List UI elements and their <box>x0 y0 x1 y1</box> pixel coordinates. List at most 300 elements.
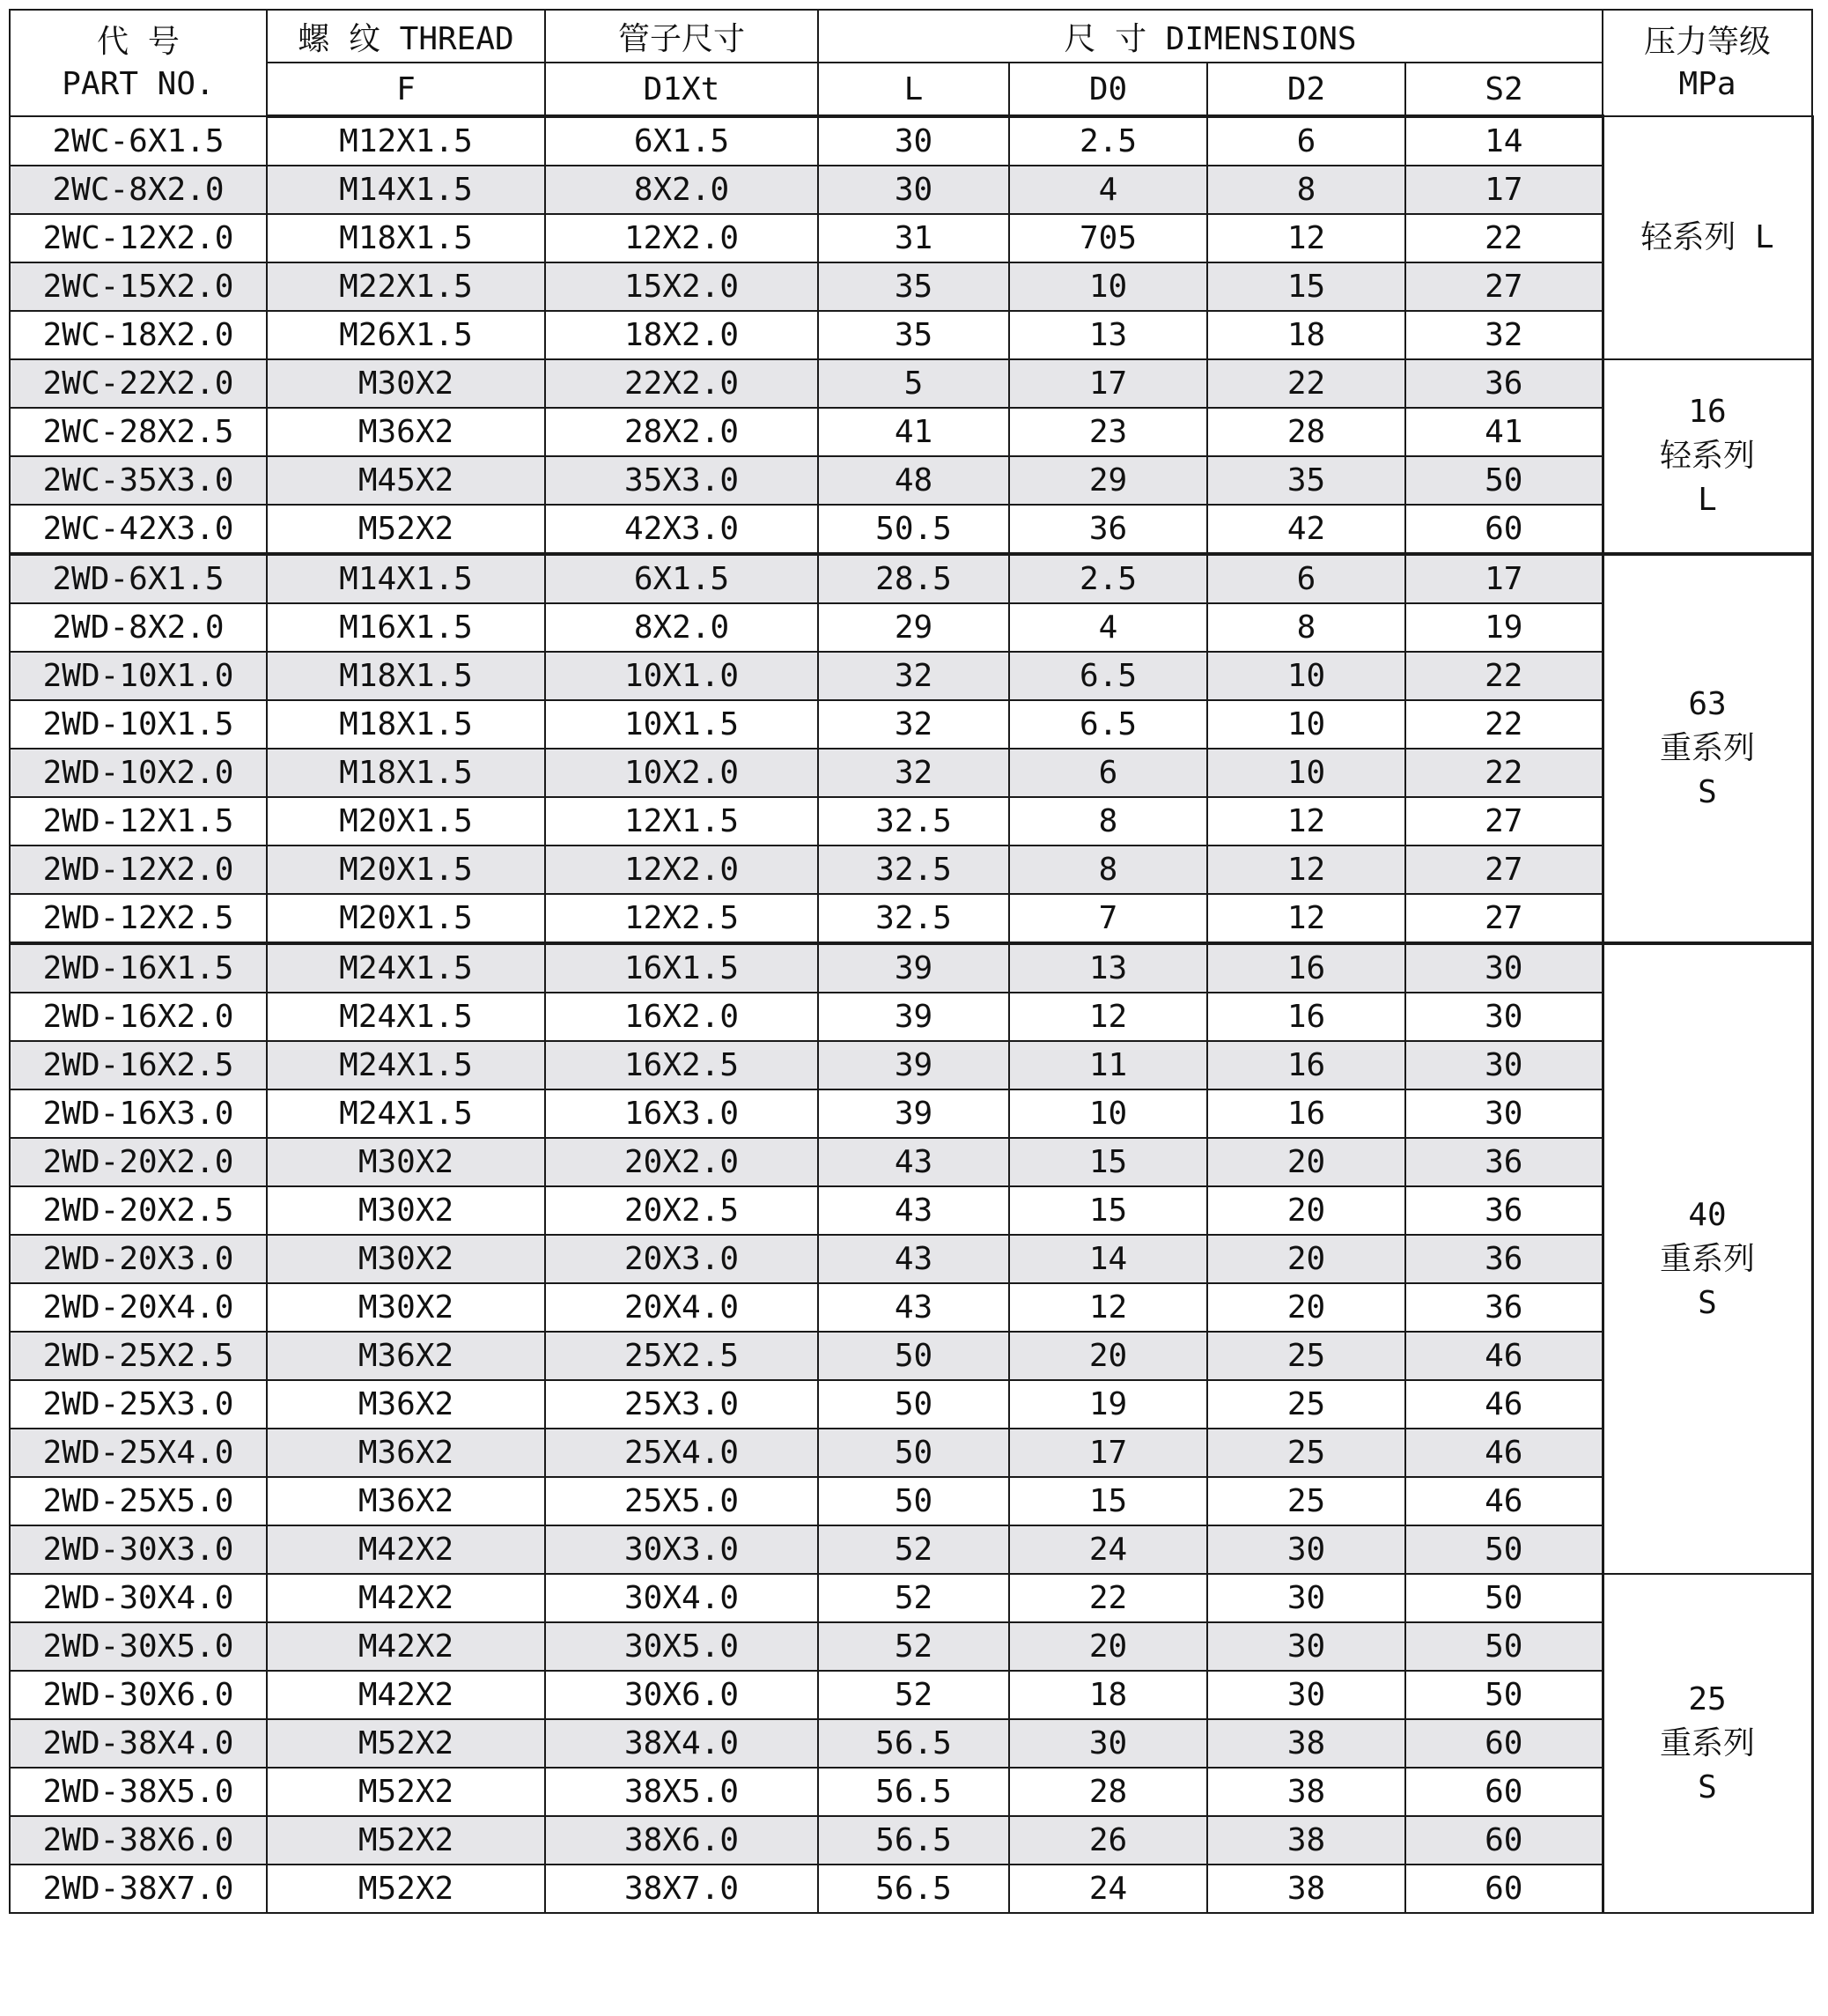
tube-size-cell: 12X2.0 <box>545 214 818 262</box>
dim-d0-cell: 30 <box>1009 1719 1207 1768</box>
dim-d2-cell: 16 <box>1207 943 1405 993</box>
dim-d2-cell: 20 <box>1207 1235 1405 1283</box>
part-no-cell: 2WC-15X2.0 <box>10 262 267 311</box>
dim-d2-cell: 12 <box>1207 214 1405 262</box>
dim-d2-cell: 25 <box>1207 1477 1405 1525</box>
dim-l-cell: 30 <box>818 116 1009 166</box>
dim-l-cell: 32 <box>818 749 1009 797</box>
pressure-class-line: 重系列 <box>1659 1724 1755 1761</box>
dim-l-cell: 5 <box>818 359 1009 408</box>
table-row <box>10 262 1812 311</box>
part-no-cell: 2WD-20X2.5 <box>10 1186 267 1235</box>
dim-d2-cell: 20 <box>1207 1283 1405 1332</box>
thread-cell: M18X1.5 <box>267 214 545 262</box>
dim-d0-cell: 19 <box>1009 1380 1207 1429</box>
dim-l-cell: 52 <box>818 1671 1009 1719</box>
spec-body <box>10 116 1812 1913</box>
header-part-en: PART NO. <box>62 65 215 102</box>
dim-s2-cell: 27 <box>1405 846 1603 894</box>
dim-d0-cell: 11 <box>1009 1041 1207 1089</box>
dim-s2-cell: 41 <box>1405 408 1603 456</box>
tube-size-cell: 38X5.0 <box>545 1768 818 1816</box>
table-row <box>10 1574 1812 1622</box>
tube-size-cell: 12X2.0 <box>545 846 818 894</box>
thread-cell: M36X2 <box>267 408 545 456</box>
part-no-cell: 2WC-12X2.0 <box>10 214 267 262</box>
thread-cell: M42X2 <box>267 1622 545 1671</box>
dim-d0-cell: 29 <box>1009 456 1207 505</box>
thread-cell: M30X2 <box>267 1235 545 1283</box>
thread-cell: M52X2 <box>267 1865 545 1913</box>
dim-l-cell: 50.5 <box>818 505 1009 554</box>
tube-size-cell: 25X4.0 <box>545 1429 818 1477</box>
dim-d2-cell: 20 <box>1207 1138 1405 1186</box>
dim-s2-cell: 32 <box>1405 311 1603 359</box>
dim-d0-cell: 28 <box>1009 1768 1207 1816</box>
dim-l-cell: 50 <box>818 1477 1009 1525</box>
tube-size-cell: 22X2.0 <box>545 359 818 408</box>
thread-cell: M42X2 <box>267 1525 545 1574</box>
pressure-class-cell <box>1603 359 1812 554</box>
part-no-cell: 2WD-12X1.5 <box>10 797 267 846</box>
dim-s2-cell: 22 <box>1405 214 1603 262</box>
part-no-cell: 2WD-8X2.0 <box>10 603 267 652</box>
tube-size-cell: 25X5.0 <box>545 1477 818 1525</box>
thread-cell: M52X2 <box>267 1719 545 1768</box>
table-row <box>10 1525 1812 1574</box>
thread-cell: M18X1.5 <box>267 749 545 797</box>
part-no-cell: 2WD-16X1.5 <box>10 943 267 993</box>
dim-l-cell: 43 <box>818 1138 1009 1186</box>
table-row <box>10 408 1812 456</box>
part-no-cell: 2WD-38X5.0 <box>10 1768 267 1816</box>
dim-l-cell: 48 <box>818 456 1009 505</box>
header-thread-sub: F <box>267 63 545 116</box>
dim-l-cell: 41 <box>818 408 1009 456</box>
dim-l-cell: 56.5 <box>818 1768 1009 1816</box>
table-row <box>10 1622 1812 1671</box>
thread-cell: M52X2 <box>267 505 545 554</box>
dim-s2-cell: 17 <box>1405 554 1603 603</box>
table-row <box>10 1089 1812 1138</box>
dim-d0-cell: 17 <box>1009 1429 1207 1477</box>
part-no-cell: 2WD-20X2.0 <box>10 1138 267 1186</box>
dim-d2-cell: 38 <box>1207 1768 1405 1816</box>
header-dim-d2: D2 <box>1207 63 1405 116</box>
part-no-cell: 2WD-38X7.0 <box>10 1865 267 1913</box>
dim-d2-cell: 8 <box>1207 166 1405 214</box>
thread-cell: M12X1.5 <box>267 116 545 166</box>
dim-d0-cell: 13 <box>1009 943 1207 993</box>
header-dim-s2: S2 <box>1405 63 1603 116</box>
dim-l-cell: 32 <box>818 652 1009 700</box>
dim-l-cell: 39 <box>818 1041 1009 1089</box>
tube-size-cell: 6X1.5 <box>545 554 818 603</box>
dim-d0-cell: 26 <box>1009 1816 1207 1865</box>
dim-l-cell: 43 <box>818 1235 1009 1283</box>
part-no-cell: 2WD-20X4.0 <box>10 1283 267 1332</box>
part-no-cell: 2WD-10X1.5 <box>10 700 267 749</box>
dim-d0-cell: 4 <box>1009 166 1207 214</box>
dim-l-cell: 35 <box>818 311 1009 359</box>
pressure-class-line: L <box>1698 482 1717 518</box>
table-row <box>10 1283 1812 1332</box>
tube-size-cell: 38X7.0 <box>545 1865 818 1913</box>
tube-size-cell: 16X2.0 <box>545 993 818 1041</box>
table-row <box>10 894 1812 943</box>
dim-l-cell: 32.5 <box>818 894 1009 943</box>
tube-size-cell: 16X1.5 <box>545 943 818 993</box>
dim-s2-cell: 60 <box>1405 505 1603 554</box>
tube-size-cell: 35X3.0 <box>545 456 818 505</box>
part-no-cell: 2WD-25X4.0 <box>10 1429 267 1477</box>
table-row <box>10 505 1812 554</box>
dim-d2-cell: 16 <box>1207 993 1405 1041</box>
dim-s2-cell: 27 <box>1405 894 1603 943</box>
dim-d2-cell: 22 <box>1207 359 1405 408</box>
table-row <box>10 1186 1812 1235</box>
dim-d0-cell: 10 <box>1009 1089 1207 1138</box>
tube-size-cell: 42X3.0 <box>545 505 818 554</box>
pressure-class-line: S <box>1698 1769 1717 1806</box>
table-row <box>10 554 1812 603</box>
dim-l-cell: 52 <box>818 1525 1009 1574</box>
dim-d2-cell: 10 <box>1207 652 1405 700</box>
dim-d2-cell: 28 <box>1207 408 1405 456</box>
dim-d2-cell: 42 <box>1207 505 1405 554</box>
table-row <box>10 943 1812 993</box>
tube-size-cell: 30X6.0 <box>545 1671 818 1719</box>
dim-s2-cell: 22 <box>1405 700 1603 749</box>
thread-cell: M30X2 <box>267 359 545 408</box>
dim-s2-cell: 22 <box>1405 652 1603 700</box>
dim-s2-cell: 27 <box>1405 797 1603 846</box>
thread-cell: M36X2 <box>267 1332 545 1380</box>
part-no-cell: 2WD-30X6.0 <box>10 1671 267 1719</box>
dim-d0-cell: 18 <box>1009 1671 1207 1719</box>
dim-l-cell: 56.5 <box>818 1865 1009 1913</box>
part-no-cell: 2WD-25X5.0 <box>10 1477 267 1525</box>
thread-cell: M24X1.5 <box>267 943 545 993</box>
pressure-class-line: 重系列 <box>1659 730 1755 766</box>
dim-d0-cell: 2.5 <box>1009 554 1207 603</box>
table-row <box>10 749 1812 797</box>
part-no-cell: 2WD-30X3.0 <box>10 1525 267 1574</box>
dim-d0-cell: 22 <box>1009 1574 1207 1622</box>
dim-l-cell: 30 <box>818 166 1009 214</box>
header-tube-sub: D1Xt <box>545 63 818 116</box>
dim-s2-cell: 30 <box>1405 943 1603 993</box>
pressure-class-line: 63 <box>1688 686 1727 722</box>
thread-cell: M20X1.5 <box>267 894 545 943</box>
dim-d2-cell: 18 <box>1207 311 1405 359</box>
table-row <box>10 797 1812 846</box>
thread-cell: M22X1.5 <box>267 262 545 311</box>
dim-s2-cell: 60 <box>1405 1816 1603 1865</box>
table-row <box>10 1138 1812 1186</box>
dim-d2-cell: 25 <box>1207 1380 1405 1429</box>
thread-cell: M20X1.5 <box>267 846 545 894</box>
tube-size-cell: 30X3.0 <box>545 1525 818 1574</box>
table-row <box>10 652 1812 700</box>
dim-d0-cell: 7 <box>1009 894 1207 943</box>
thread-cell: M14X1.5 <box>267 166 545 214</box>
dim-l-cell: 50 <box>818 1380 1009 1429</box>
tube-size-cell: 10X1.0 <box>545 652 818 700</box>
table-row <box>10 1768 1812 1816</box>
thread-cell: M24X1.5 <box>267 993 545 1041</box>
table-row <box>10 456 1812 505</box>
tube-size-cell: 25X3.0 <box>545 1380 818 1429</box>
thread-cell: M36X2 <box>267 1477 545 1525</box>
dim-l-cell: 56.5 <box>818 1719 1009 1768</box>
part-no-cell: 2WD-20X3.0 <box>10 1235 267 1283</box>
dim-s2-cell: 36 <box>1405 1186 1603 1235</box>
dim-s2-cell: 19 <box>1405 603 1603 652</box>
dim-s2-cell: 22 <box>1405 749 1603 797</box>
part-no-cell: 2WC-8X2.0 <box>10 166 267 214</box>
tube-size-cell: 20X4.0 <box>545 1283 818 1332</box>
part-no-cell: 2WD-30X4.0 <box>10 1574 267 1622</box>
tube-size-cell: 16X2.5 <box>545 1041 818 1089</box>
tube-size-cell: 30X5.0 <box>545 1622 818 1671</box>
dim-d2-cell: 15 <box>1207 262 1405 311</box>
table-row <box>10 1671 1812 1719</box>
dim-d2-cell: 30 <box>1207 1525 1405 1574</box>
dim-d2-cell: 30 <box>1207 1574 1405 1622</box>
dim-s2-cell: 50 <box>1405 1574 1603 1622</box>
table-row <box>10 1816 1812 1865</box>
thread-cell: M45X2 <box>267 456 545 505</box>
dim-d2-cell: 38 <box>1207 1865 1405 1913</box>
pressure-class-line: 重系列 <box>1659 1240 1755 1277</box>
dim-l-cell: 43 <box>818 1186 1009 1235</box>
tube-size-cell: 6X1.5 <box>545 116 818 166</box>
thread-cell: M16X1.5 <box>267 603 545 652</box>
dim-l-cell: 39 <box>818 993 1009 1041</box>
dim-d2-cell: 30 <box>1207 1671 1405 1719</box>
dim-d2-cell: 12 <box>1207 846 1405 894</box>
dim-d0-cell: 8 <box>1009 846 1207 894</box>
dim-d2-cell: 25 <box>1207 1332 1405 1380</box>
part-no-cell: 2WD-10X1.0 <box>10 652 267 700</box>
thread-cell: M24X1.5 <box>267 1089 545 1138</box>
part-no-cell: 2WC-35X3.0 <box>10 456 267 505</box>
tube-size-cell: 15X2.0 <box>545 262 818 311</box>
dim-s2-cell: 60 <box>1405 1719 1603 1768</box>
tube-size-cell: 20X2.0 <box>545 1138 818 1186</box>
dim-s2-cell: 30 <box>1405 1089 1603 1138</box>
dim-s2-cell: 46 <box>1405 1332 1603 1380</box>
part-no-cell: 2WD-10X2.0 <box>10 749 267 797</box>
thread-cell: M18X1.5 <box>267 700 545 749</box>
dim-s2-cell: 50 <box>1405 456 1603 505</box>
part-no-cell: 2WC-42X3.0 <box>10 505 267 554</box>
dim-s2-cell: 46 <box>1405 1429 1603 1477</box>
dim-s2-cell: 50 <box>1405 1525 1603 1574</box>
dim-l-cell: 32.5 <box>818 846 1009 894</box>
table-row <box>10 846 1812 894</box>
table-row <box>10 1041 1812 1089</box>
tube-size-cell: 16X3.0 <box>545 1089 818 1138</box>
tube-size-cell: 28X2.0 <box>545 408 818 456</box>
tube-size-cell: 8X2.0 <box>545 166 818 214</box>
dim-d2-cell: 6 <box>1207 554 1405 603</box>
pressure-class-line: 轻系列 L <box>1640 219 1774 255</box>
tube-size-cell: 38X4.0 <box>545 1719 818 1768</box>
dim-l-cell: 35 <box>818 262 1009 311</box>
dim-l-cell: 29 <box>818 603 1009 652</box>
dim-s2-cell: 46 <box>1405 1477 1603 1525</box>
dim-d2-cell: 12 <box>1207 894 1405 943</box>
part-no-cell: 2WC-18X2.0 <box>10 311 267 359</box>
thread-cell: M18X1.5 <box>267 652 545 700</box>
dim-l-cell: 39 <box>818 943 1009 993</box>
dim-d0-cell: 2.5 <box>1009 116 1207 166</box>
part-no-cell: 2WD-38X4.0 <box>10 1719 267 1768</box>
table-row <box>10 214 1812 262</box>
thread-cell: M26X1.5 <box>267 311 545 359</box>
dim-l-cell: 52 <box>818 1622 1009 1671</box>
header-part-no <box>10 10 267 116</box>
dim-s2-cell: 36 <box>1405 359 1603 408</box>
dim-s2-cell: 30 <box>1405 993 1603 1041</box>
table-row <box>10 311 1812 359</box>
dim-s2-cell: 36 <box>1405 1235 1603 1283</box>
table-row <box>10 1235 1812 1283</box>
thread-cell: M52X2 <box>267 1768 545 1816</box>
dim-d2-cell: 38 <box>1207 1816 1405 1865</box>
table-row <box>10 1380 1812 1429</box>
header-dim-d0: D0 <box>1009 63 1207 116</box>
part-no-cell: 2WD-30X5.0 <box>10 1622 267 1671</box>
dim-d2-cell: 10 <box>1207 700 1405 749</box>
dim-l-cell: 52 <box>818 1574 1009 1622</box>
tube-size-cell: 8X2.0 <box>545 603 818 652</box>
dim-s2-cell: 30 <box>1405 1041 1603 1089</box>
pressure-class-line: 40 <box>1688 1196 1727 1233</box>
dim-s2-cell: 17 <box>1405 166 1603 214</box>
header-dimensions-title: 尺 寸 DIMENSIONS <box>818 10 1603 63</box>
header-part-cn: 代 号 <box>97 23 180 60</box>
part-no-cell: 2WD-16X3.0 <box>10 1089 267 1138</box>
dim-d0-cell: 6 <box>1009 749 1207 797</box>
dim-l-cell: 39 <box>818 1089 1009 1138</box>
thread-cell: M30X2 <box>267 1186 545 1235</box>
dim-d0-cell: 13 <box>1009 311 1207 359</box>
thread-cell: M42X2 <box>267 1671 545 1719</box>
pressure-class-line: 16 <box>1688 394 1727 430</box>
part-no-cell: 2WD-12X2.0 <box>10 846 267 894</box>
tube-size-cell: 20X2.5 <box>545 1186 818 1235</box>
tube-size-cell: 25X2.5 <box>545 1332 818 1380</box>
tube-size-cell: 10X2.0 <box>545 749 818 797</box>
header-dim-l: L <box>818 63 1009 116</box>
table-row <box>10 700 1812 749</box>
dim-d2-cell: 8 <box>1207 603 1405 652</box>
thread-cell: M52X2 <box>267 1816 545 1865</box>
thread-cell: M36X2 <box>267 1380 545 1429</box>
dim-l-cell: 50 <box>818 1429 1009 1477</box>
dim-l-cell: 32.5 <box>818 797 1009 846</box>
header-pressure-cn: 压力等级 <box>1643 23 1771 60</box>
thread-cell: M14X1.5 <box>267 554 545 603</box>
header-thread-title: 螺 纹 THREAD <box>267 10 545 63</box>
dim-d0-cell: 4 <box>1009 603 1207 652</box>
dim-d2-cell: 10 <box>1207 749 1405 797</box>
part-no-cell: 2WD-16X2.5 <box>10 1041 267 1089</box>
dim-d0-cell: 20 <box>1009 1622 1207 1671</box>
dim-d0-cell: 8 <box>1009 797 1207 846</box>
table-row <box>10 1332 1812 1380</box>
table-row <box>10 1865 1812 1913</box>
dim-d0-cell: 10 <box>1009 262 1207 311</box>
pressure-class-cell <box>1603 116 1812 359</box>
dim-d2-cell: 38 <box>1207 1719 1405 1768</box>
dim-l-cell: 28.5 <box>818 554 1009 603</box>
dim-d2-cell: 30 <box>1207 1622 1405 1671</box>
dim-l-cell: 32 <box>818 700 1009 749</box>
header-tube-title: 管子尺寸 <box>545 10 818 63</box>
dim-d2-cell: 25 <box>1207 1429 1405 1477</box>
dim-d0-cell: 705 <box>1009 214 1207 262</box>
dim-d0-cell: 6.5 <box>1009 652 1207 700</box>
thread-cell: M30X2 <box>267 1283 545 1332</box>
header-pressure-en: MPa <box>1678 65 1736 102</box>
part-no-cell: 2WD-12X2.5 <box>10 894 267 943</box>
dim-d0-cell: 36 <box>1009 505 1207 554</box>
table-row <box>10 1429 1812 1477</box>
dim-d2-cell: 12 <box>1207 797 1405 846</box>
table-row <box>10 116 1812 166</box>
thread-cell: M30X2 <box>267 1138 545 1186</box>
dim-d0-cell: 17 <box>1009 359 1207 408</box>
spec-table <box>9 9 1814 1914</box>
thread-cell: M36X2 <box>267 1429 545 1477</box>
dim-s2-cell: 50 <box>1405 1622 1603 1671</box>
dim-d2-cell: 20 <box>1207 1186 1405 1235</box>
part-no-cell: 2WC-6X1.5 <box>10 116 267 166</box>
dim-d0-cell: 20 <box>1009 1332 1207 1380</box>
table-row <box>10 993 1812 1041</box>
tube-size-cell: 18X2.0 <box>545 311 818 359</box>
dim-l-cell: 43 <box>818 1283 1009 1332</box>
dim-s2-cell: 36 <box>1405 1283 1603 1332</box>
pressure-class-line: 25 <box>1688 1680 1727 1717</box>
dim-d2-cell: 16 <box>1207 1041 1405 1089</box>
pressure-class-cell <box>1603 1574 1812 1913</box>
tube-size-cell: 20X3.0 <box>545 1235 818 1283</box>
dim-s2-cell: 27 <box>1405 262 1603 311</box>
dim-d2-cell: 6 <box>1207 116 1405 166</box>
thread-cell: M42X2 <box>267 1574 545 1622</box>
pressure-class-cell <box>1603 943 1812 1574</box>
pressure-class-line: S <box>1698 774 1717 810</box>
table-row <box>10 603 1812 652</box>
table-row <box>10 1477 1812 1525</box>
part-no-cell: 2WD-25X2.5 <box>10 1332 267 1380</box>
dim-d0-cell: 24 <box>1009 1865 1207 1913</box>
pressure-class-cell <box>1603 554 1812 943</box>
table-row <box>10 1719 1812 1768</box>
thread-cell: M24X1.5 <box>267 1041 545 1089</box>
dim-s2-cell: 46 <box>1405 1380 1603 1429</box>
dim-s2-cell: 60 <box>1405 1865 1603 1913</box>
tube-size-cell: 12X1.5 <box>545 797 818 846</box>
dim-s2-cell: 36 <box>1405 1138 1603 1186</box>
dim-d2-cell: 16 <box>1207 1089 1405 1138</box>
dim-d0-cell: 23 <box>1009 408 1207 456</box>
